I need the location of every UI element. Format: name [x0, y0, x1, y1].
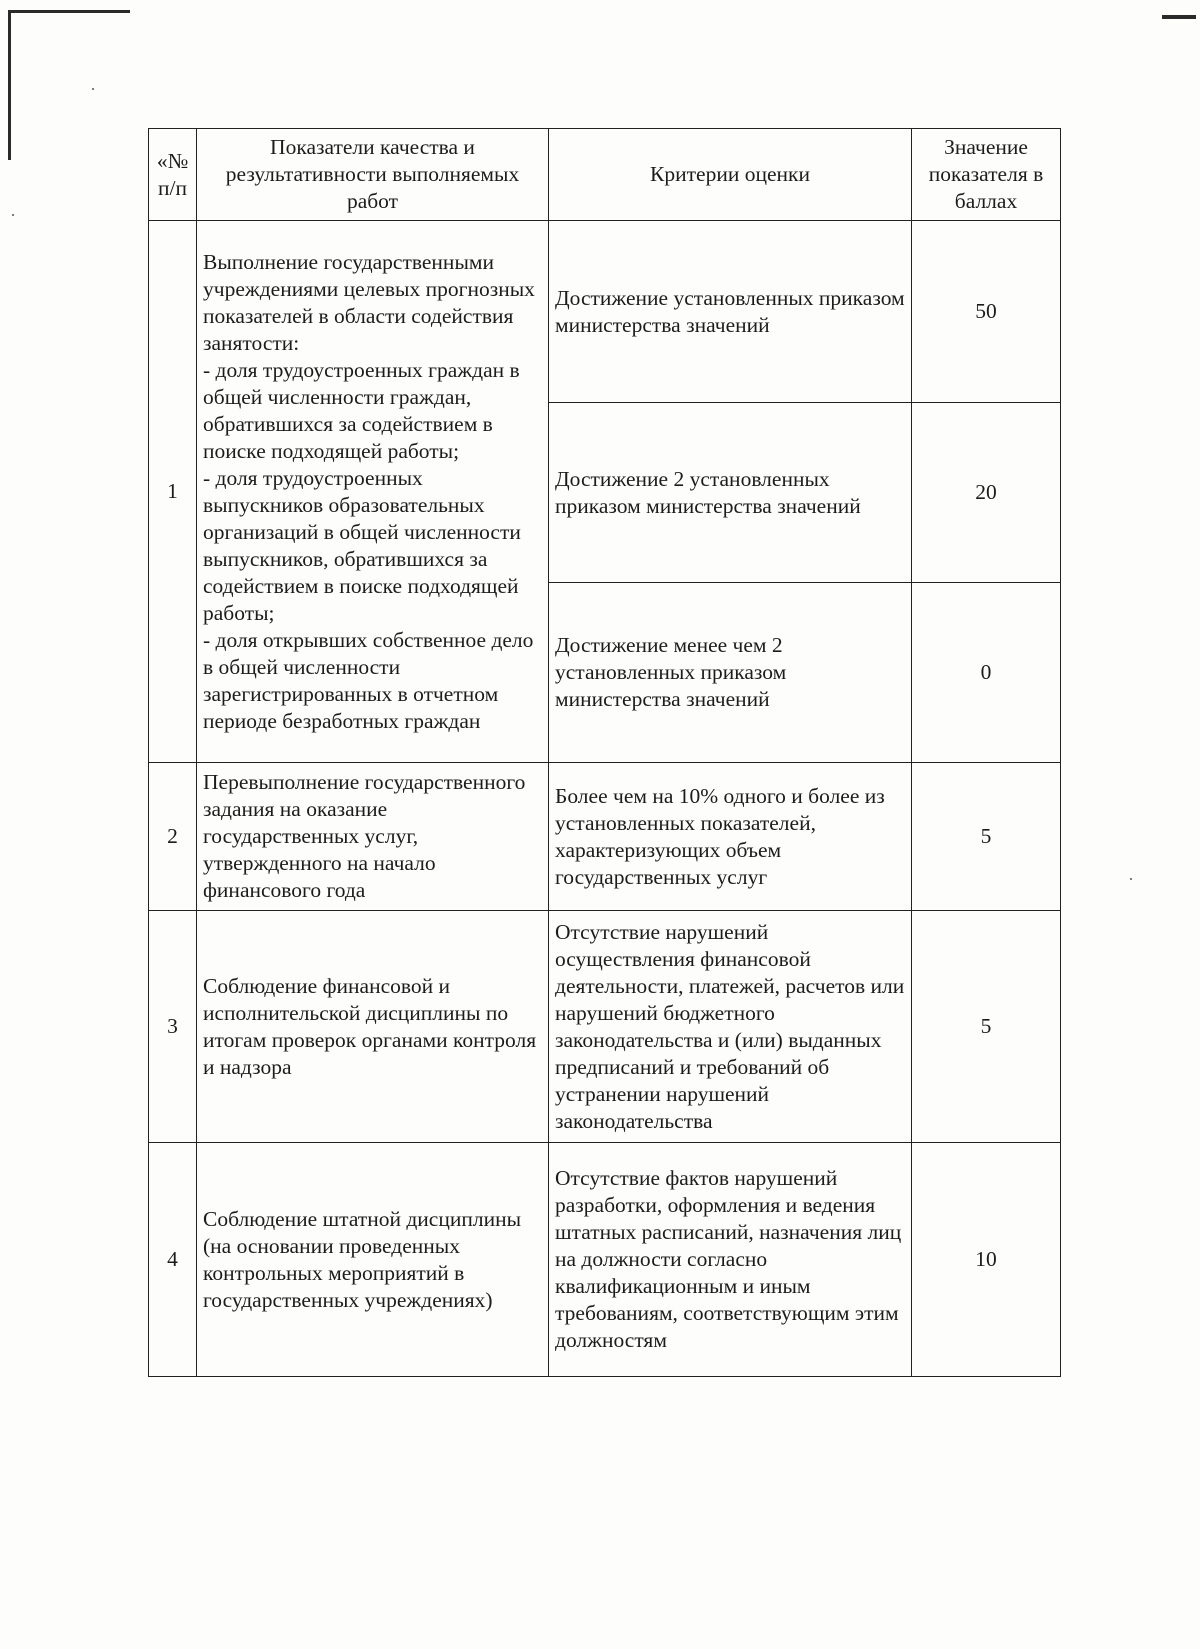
value-cell: 50	[912, 221, 1061, 403]
header-indicator: Показатели качества и результативности выполняемых работ	[197, 129, 549, 221]
criteria-cell: Достижение 2 установленных приказом министерства значений	[549, 403, 912, 583]
criteria-cell: Отсутствие нарушений осуществления финансовой деятельности, платежей, расчетов или нарушений бюджетного законодательства и (или) выданных предписаний и требований об устранении нарушений законодательства	[549, 911, 912, 1143]
row-number: 1	[149, 221, 197, 763]
criteria-table	[148, 128, 1061, 1377]
table-row	[149, 911, 1061, 1143]
indicator-cell: Соблюдение финансовой и исполнительской дисциплины по итогам проверок органами контроля и надзора	[197, 911, 549, 1143]
value-cell: 5	[912, 911, 1061, 1143]
scan-speck	[1130, 878, 1132, 880]
criteria-cell: Достижение установленных приказом министерства значений	[549, 221, 912, 403]
row-number: 4	[149, 1143, 197, 1377]
row-number: 3	[149, 911, 197, 1143]
indicator-cell: Выполнение государственными учреждениями целевых прогнозных показателей в области содействия занятости: - доля трудоустроенных граждан в общей численности граждан, обратившихся за содействием в поиске подходящей работы; - доля трудоустроенных выпускников образовательных организаций в общей численности выпускников, обратившихся за содействием в поиске подходящей работы; - доля открывших собственное дело в общей численности зарегистрированных в отчетном периоде безработных граждан	[197, 221, 549, 763]
scan-corner-mark-horizontal	[8, 10, 130, 13]
header-num: «№ п/п	[149, 129, 197, 221]
scan-corner-mark-vertical	[8, 10, 11, 160]
scan-edge-mark	[1162, 15, 1196, 19]
header-criteria: Критерии оценки	[549, 129, 912, 221]
value-cell: 20	[912, 403, 1061, 583]
table-row	[149, 763, 1061, 911]
value-cell: 5	[912, 763, 1061, 911]
row-number: 2	[149, 763, 197, 911]
value-cell: 0	[912, 583, 1061, 763]
scan-speck	[92, 88, 94, 90]
criteria-cell: Более чем на 10% одного и более из установленных показателей, характеризующих объем государственных услуг	[549, 763, 912, 911]
header-value: Значение показателя в баллах	[912, 129, 1061, 221]
criteria-cell: Достижение менее чем 2 установленных приказом министерства значений	[549, 583, 912, 763]
indicator-cell: Перевыполнение государственного задания на оказание государственных услуг, утвержденного на начало финансового года	[197, 763, 549, 911]
criteria-cell: Отсутствие фактов нарушений разработки, оформления и ведения штатных расписаний, назначения лиц на должности согласно квалификационным и иным требованиям, соответствующим этим должностям	[549, 1143, 912, 1377]
indicator-cell: Соблюдение штатной дисциплины (на основании проведенных контрольных мероприятий в государственных учреждениях)	[197, 1143, 549, 1377]
scan-speck	[12, 214, 14, 216]
table-row	[149, 221, 1061, 403]
table-header-row	[149, 129, 1061, 221]
value-cell: 10	[912, 1143, 1061, 1377]
table-row	[149, 1143, 1061, 1377]
